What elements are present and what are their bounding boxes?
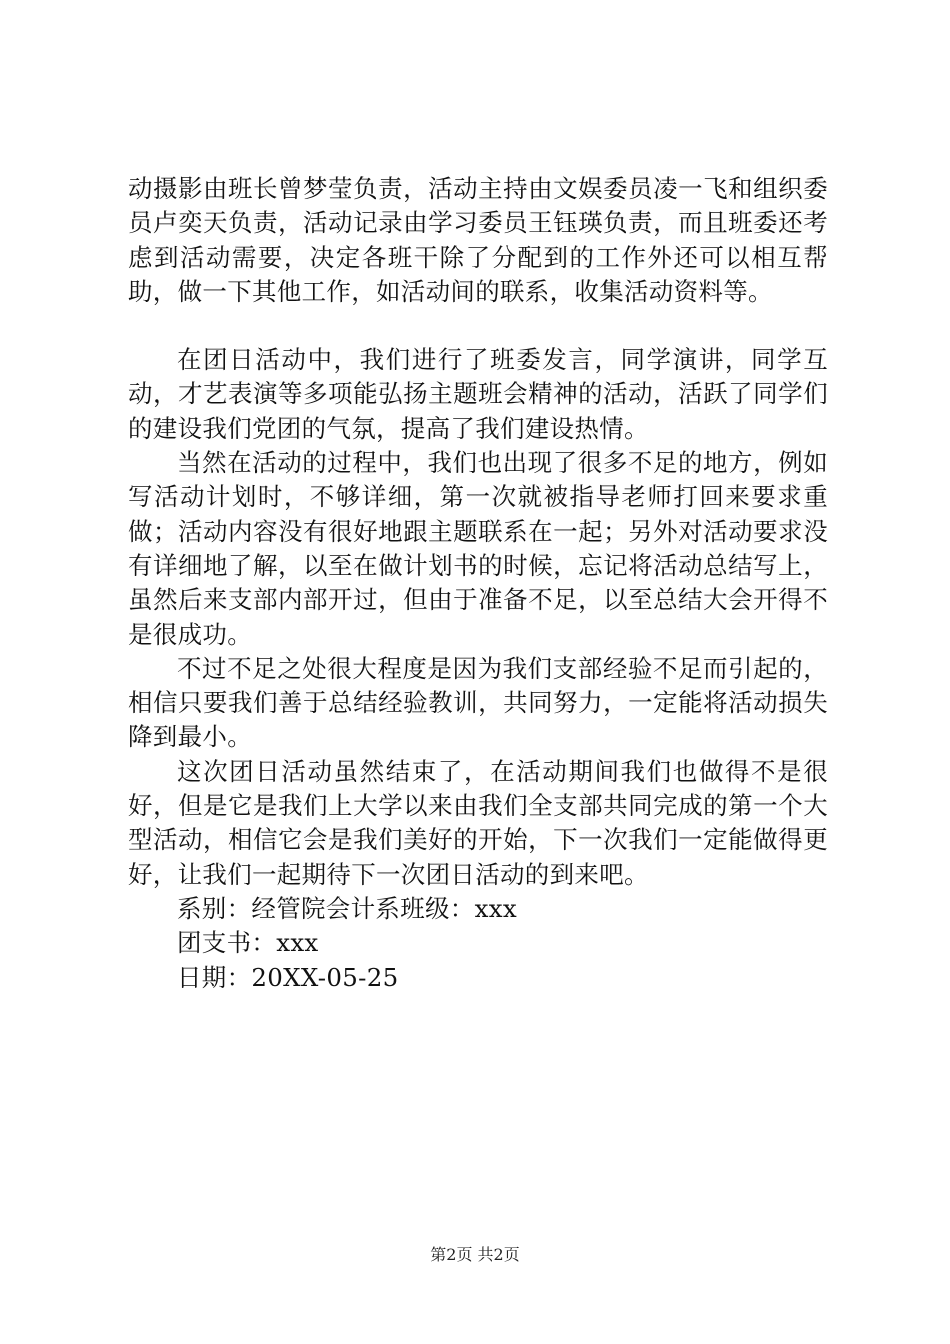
signature-date: 日期：20XX-05-25 [177, 962, 399, 992]
paragraph-shortcomings: 当然在活动的过程中，我们也出现了很多不足的地方，例如写活动计划时，不够详细，第一次就被指导老师打回来要求重做；活动内容没有很好地跟主题联系在一起；另外对活动要求没有详细地了解，以至在做计划书的时候，忘记将活动总结写上，虽然后来支部内部开过，但由于准备不足，以至总结大会开得不是很成功。 [128, 448, 828, 649]
signature-secretary: 团支书：xxx [177, 928, 319, 958]
document-body [128, 172, 828, 995]
paragraph-conclusion: 这次团日活动虽然结束了，在活动期间我们也做得不是很好，但是它是我们上大学以来由我们全支部共同完成的第一个大型活动，相信它会是我们美好的开始，下一次我们一定能做得更好，让我们一起期待下一次团日活动的到来吧。 [128, 756, 828, 889]
page-number-footer: 第2页 共2页 [430, 1245, 520, 1264]
signature-department: 系别：经管院会计系班级：xxx [177, 893, 517, 923]
paragraph-continued: 动摄影由班长曾梦莹负责，活动主持由文娱委员凌一飞和组织委员卢奕天负责，活动记录由学习委员王钰瑛负责，而且班委还考虑到活动需要，决定各班干除了分配到的工作外还可以相互帮助，做一下其他工作，如活动间的联系，收集活动资料等。 [128, 174, 828, 306]
paragraph-lessons: 不过不足之处很大程度是因为我们支部经验不足而引起的，相信只要我们善于总结经验教训，共同努力，一定能将活动损失降到最小。 [128, 653, 828, 752]
paragraph-activities: 在团日活动中，我们进行了班委发言，同学演讲，同学互动，才艺表演等多项能弘扬主题班会精神的活动，活跃了同学们的建设我们党团的气氛，提高了我们建设热情。 [128, 345, 828, 443]
paragraph-gap [128, 309, 828, 343]
